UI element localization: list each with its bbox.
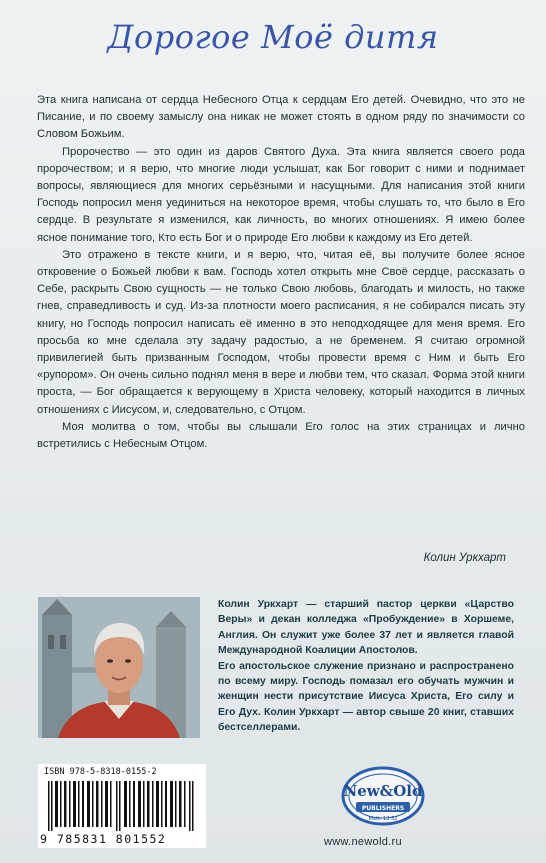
paragraph: Моя молитва о том, чтобы вы слышали Его голос на этих страницах и лично встретились с Небесным Отцом. [37, 420, 525, 451]
logo-verse: Matt. 13:52 [368, 816, 398, 822]
author-signature: Колин Уркхарт [423, 552, 506, 564]
author-photo [38, 597, 200, 738]
barcode-icon [46, 781, 198, 831]
bio-paragraph: Колин Уркхарт — старший пастор церкви «Царство Веры» и декан колледжа «Пробуждение» в Хоршеме, Англия. Он служит уже более 37 лет и является главой Международной Коалиции Апостолов. [218, 599, 514, 657]
paragraph: Эта книга написана от сердца Небесного Отца к сердцам Его детей. Очевидно, что это не Писание, и по своему замыслу она никак не может стоять в одном ряду по значимости со Словом Божьим. [37, 94, 525, 141]
logo-name: New&Old [343, 782, 423, 800]
publisher-logo-emblem [338, 760, 428, 828]
publisher-logo [338, 760, 428, 828]
author-photo-illustration [38, 597, 200, 738]
paragraph: Это отражено в тексте книги, и я верю, что, читая её, вы получите более ясное откровение о Божьей любви к вам. Господь хотел открыть мне Своё сердце, рассказать о Себе, раскрыть Свою сущность — не только Свою любовь, благодать и милость, но также гнев, справедливость и суд. Из-за плотности моего расписания, я не собирался писать эту книгу, но Господь попросил написать её именно в это неподходящее для меня время. Его просьба ко мне сделала эту задачу радостью, а не бременем. Я считаю огромной привилегией быть призванным Господом, чтобы провести время с Ним и быть Его «рупором». Он очень сильно поднял меня в вере и любви тем, что сказал. Форма этой книги проста, — Бог обращается к верующему в Христа человеку, который находится в личных отношениях с Иисусом, и, следовательно, с Отцом. [37, 248, 525, 416]
bio-paragraph: Его апостольское служение признано и распространено по всему миру. Господь помазал его обучать мужчин и женщин нести присутствие Иисуса Христа, Его силу и Его Дух. Колин Уркхарт — автор свыше 20 книг, ставших бестселлерами. [218, 660, 514, 734]
isbn-label: ISBN 978-5-8318-0155-2 [44, 767, 157, 777]
foreword-text [37, 92, 525, 453]
barcode-block [38, 764, 206, 848]
logo-subtitle: PUBLISHERS [361, 805, 405, 812]
paragraph: Пророчество — это один из даров Святого Духа. Эта книга является своего рода пророчеством; и я верю, что многие люди услышат, как Бог говорит с ними и поднимает вопросы, являющиеся для многих серьёзными и насущными. Для написания этой книги Господь попросил меня уединиться на некоторое время, чтобы слушать то, что было в Его сердце. В результате я изменился, как личность, во многих отношениях. Я имею более ясное понимание того, Кто есть Бог и о природе Его любви к каждому из Его детей. [37, 145, 525, 244]
author-bio [218, 597, 514, 736]
publisher-website: www.newold.ru [324, 836, 402, 848]
book-title: Дорогое Моё дитя [107, 18, 439, 56]
barcode-digits: 9 785831 801552 [40, 832, 167, 846]
